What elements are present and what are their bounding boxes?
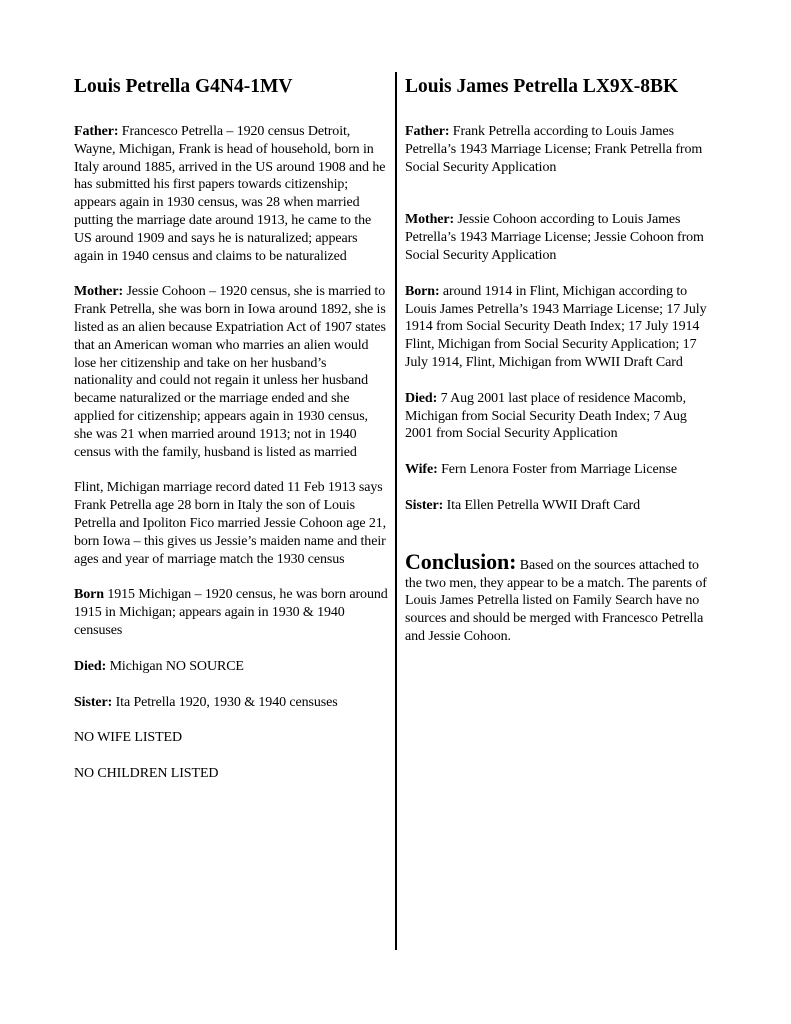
right-died-label: Died: <box>405 390 438 406</box>
left-title: Louis Petrella G4N4-1MV <box>74 76 293 97</box>
left-column <box>74 76 388 801</box>
left-father-text: Francesco Petrella – 1920 census Detroit, Wayne, Michigan, Frank is head of household, born in Italy around 1885, arrived in the US around 1908 and he has submitted his first papers towards citizenship; appears again in 1930 census, was 28 when married putting the marriage date around 1913, he came to the US around 1909 and says he is naturalized; appears again in 1940 census and claims to be naturalized <box>74 124 386 264</box>
right-born-text: around 1914 in Flint, Michigan according to Louis James Petrella’s 1943 Marriage License; 17 July 1914 from Social Security Death Index; 17 July 1914 Flint, Michigan from Social Security Application; 17 July 1914, Flint, Michigan from WWII Draft Card <box>405 283 707 370</box>
left-mother-entry <box>74 283 388 461</box>
right-wife-label: Wife: <box>405 462 438 478</box>
left-mother-label: Mother: <box>74 284 124 300</box>
right-sister-entry <box>405 497 717 515</box>
right-died-text: 7 Aug 2001 last place of residence Macomb, Michigan from Social Security Death Index; 7 Aug 2001 from Social Security Application <box>405 390 687 442</box>
right-conclusion-entry <box>405 548 717 646</box>
left-no-wife: NO WIFE LISTED <box>74 730 182 746</box>
right-mother-text: Jessie Cohoon according to Louis James Petrella’s 1943 Marriage License; Jessie Cohoon from Social Security Application <box>405 212 704 263</box>
right-born-entry <box>405 283 717 372</box>
right-wife-text: Fern Lenora Foster from Marriage License <box>437 462 677 478</box>
left-died-text: Michigan NO SOURCE <box>106 658 244 674</box>
left-mother-text: Jessie Cohoon – 1920 census, she is married to Frank Petrella, she was born in Iowa around 1892, she is listed as an alien because Expatriation Act of 1907 states that an American woman who marries an alien would lose her citizenship and take on her husband’s nationality and could not regain it unless her husband became naturalized or the marriage ended and she applied for citizenship; appears again in 1930 census, she was 21 when married around 1913; not in 1940 census with the family, husband is listed as married <box>74 284 386 460</box>
right-wife-entry <box>405 461 717 479</box>
right-title: Louis James Petrella LX9X-8BK <box>405 76 679 97</box>
right-column <box>405 76 717 664</box>
right-father-entry <box>405 123 717 176</box>
left-died-label: Died: <box>74 658 107 674</box>
left-born-label: Born <box>74 587 104 603</box>
left-sister-label: Sister: <box>74 694 113 710</box>
right-born-label: Born: <box>405 283 440 299</box>
left-sister-text: Ita Petrella 1920, 1930 & 1940 censuses <box>112 694 338 710</box>
left-born-entry <box>74 586 388 639</box>
left-born-text: 1915 Michigan – 1920 census, he was born around 1915 in Michigan; appears again in 1930 & 1940 censuses <box>74 587 388 638</box>
right-father-label: Father: <box>405 124 450 139</box>
right-mother-label: Mother: <box>405 212 455 228</box>
right-sister-label: Sister: <box>405 497 444 513</box>
left-died-entry <box>74 658 388 676</box>
right-died-entry <box>405 390 717 443</box>
left-marriage-note: Flint, Michigan marriage record dated 11 Feb 1913 says Frank Petrella age 28 born in Italy the son of Louis Petrella and Ipoliton Fico married Jessie Cohoon age 21, born Iowa – this gives us Jessie’s maiden name and their ages and year of marriage match the 1930 census <box>74 480 387 567</box>
right-conclusion-text: Based on the sources attached to the two men, they appear to be a match. The parents of Louis James Petrella listed on Family Search have no sources and should be merged with Francesco Petrella and Jessie Cohoon. <box>405 557 707 644</box>
left-no-children: NO CHILDREN LISTED <box>74 766 219 782</box>
column-divider <box>395 72 397 950</box>
right-conclusion-label: Conclusion: <box>405 548 517 574</box>
right-mother-entry <box>405 211 717 264</box>
left-father-entry <box>74 123 388 265</box>
right-sister-text: Ita Ellen Petrella WWII Draft Card <box>443 497 641 513</box>
left-sister-entry <box>74 694 388 712</box>
right-father-text: Frank Petrella according to Louis James Petrella’s 1943 Marriage License; Frank Petrella from Social Security Application <box>405 124 703 175</box>
left-father-label: Father: <box>74 124 119 139</box>
